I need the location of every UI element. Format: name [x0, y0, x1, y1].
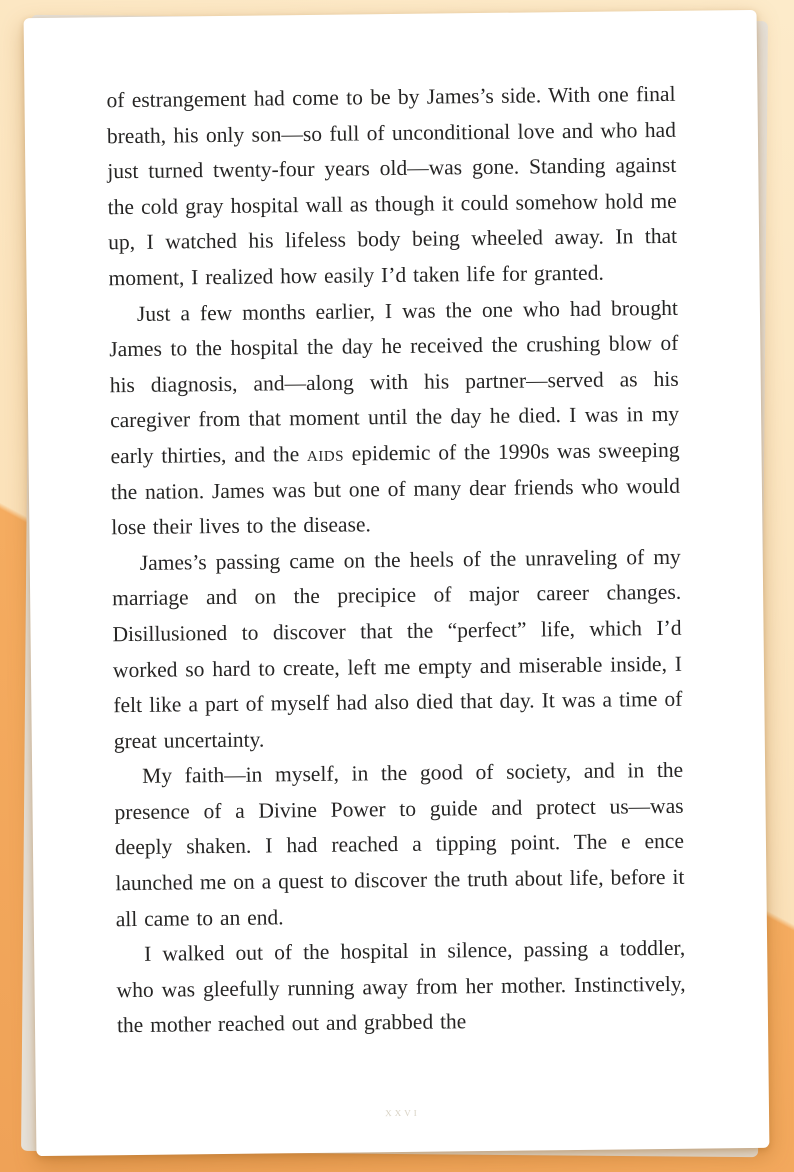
paragraph: [106, 77, 677, 297]
paragraph: [116, 931, 686, 1044]
book-page: [24, 10, 770, 1156]
paragraph: [109, 290, 681, 546]
paragraph-text: My faith—in myself, in the good of society, and in the presence of a Divine Power to guide and protect us—was deeply shaken. I had reached a tipping point. The e ence launched me on a quest to discover the truth about life, before it all came to an end.: [114, 758, 685, 931]
page-number: xxvi: [385, 1103, 420, 1120]
paragraph-text: Just a few months earlier, I was the one who had brought James to the hospital the day he received the crushing blow of his diagnosis, and—along with his partner—served as his caregiver from that moment until the day he died. I was in my early thirties, and the: [109, 295, 680, 469]
paragraph: [112, 539, 683, 759]
paragraph-text: James’s passing came on the heels of the unraveling of my marriage and on the precipice of major career changes. Disillusioned to discover that the “perfect” life, which I’d worked so hard to create, left me empty and miserable inside, I felt like a part of myself had also died that day. It was a time of great uncertainty.: [112, 544, 683, 753]
paragraph-text: of estrangement had come to be by James’s side. With one final breath, his only son—so full of unconditional love and who had just turned twenty-four years old—was gone. Standing against the cold gray hospital wall as though it could somehow hold me up, I watched his lifeless body being wheeled away. In that moment, I realized how easily I’d taken life for granted.: [106, 81, 678, 291]
aids-smallcaps-text: aids: [306, 441, 345, 466]
paragraph-text: I walked out of the hospital in silence, passing a toddler, who was gleefully running away from her mother. Instinctively, the mother reached out and grabbed the: [116, 935, 686, 1038]
paragraph: [114, 753, 685, 937]
body-text: [106, 77, 686, 1044]
paragraph-text: epidemic of the 1990s was sweeping the nation. James was but one of many dear friends who would lose their lives to the disease.: [110, 437, 681, 540]
